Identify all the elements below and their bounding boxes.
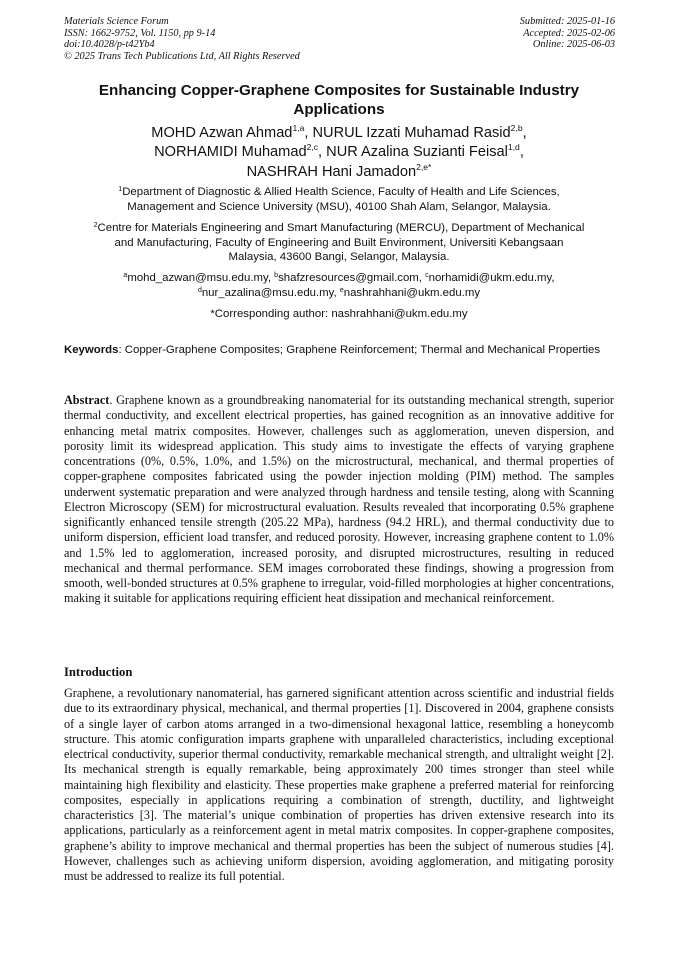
author-affil-mark: 1,a [292,123,305,133]
corresponding-author: *Corresponding author: nashrahhani@ukm.edu.my [210,308,468,320]
author-name: NASHRAH Hani Jamadon [246,163,417,180]
author-name: NURUL Izzati Muhamad Rasid [312,125,511,141]
email-d: nur_azalina@msu.edu.my, [201,286,340,299]
title-line-2: Applications [293,101,385,118]
author-name: MOHD Azwan Ahmad [151,125,293,141]
section-heading-introduction: Introduction [64,665,133,679]
email-mark: c [425,272,429,279]
affiliation-2 [60,221,618,265]
author-separator: , [304,125,313,141]
paper-title [60,81,618,119]
journal-copyright: © 2025 Trans Tech Publications Ltd, All Rights Reserved [64,50,300,62]
journal-name: Materials Science Forum [64,16,169,27]
email-line-2 [60,286,618,301]
email-mark: d [197,286,202,294]
email-a: mohd_azwan@msu.edu.my, [127,272,275,284]
introduction-paragraph: Graphene, a revolutionary nanomaterial, has garnered significant attention across scientific and industrial fields due to its extraordinary physical, mechanical, and thermal properties [1]. Discovered in 2004, graphene consists of a single layer of carbon atoms arranged in a two-dimensional hexagonal lattice, resembling a honeycomb structure. This atomic configuration imparts graphene with unparalleled characteristics, including exceptional electrical conductivity, superior thermal conductivity, remarkable mechanical strength, and ultralight weight [2]. Its mechanical strength is equally remarkable, being approximately 200 times stronger than steel while maintaining high flexibility and elasticity. These properties make graphene a preferred material for reinforcing composites, especially in applications requiring a combination of strength, ductility, and lightweight characteristics [3]. The material’s unique combination of properties has driven extensive research into its applications, particularly as a reinforcement agent in metal matrix composites. In copper-graphene composites, graphene’s ability to improve mechanical and thermal properties has been the subject of numerous studies [4]. However, challenges such as achieving uniform dispersion, avoiding agglomeration, and mitigating porosity must be addressed to realize its full potential. [64,686,614,883]
author-separator: , [318,144,327,161]
keywords [64,343,614,358]
author-affil-mark: 2,b [510,123,523,133]
email-mark: a [123,272,128,279]
abstract [64,393,614,607]
author-emails [60,271,618,300]
affiliation-2-line-1 [60,221,618,236]
email-c: norhamidi@ukm.edu.my, [428,272,555,284]
journal-issn: ISSN: 1662-9752, Vol. 1150, pp 9-14 [64,27,216,39]
email-e: nashrahhani@ukm.edu.my [343,286,481,299]
abstract-text: . Graphene known as a groundbreaking nanomaterial for its outstanding mechanical strength, superior thermal conductivity, and excellent electrical properties, has gained recognition as an innovative additive for enhancing metal matrix composites. However, challenges such as agglomeration, uneven dispersion, and porosity limit its widespread application. This study aims to investigate the effects of varying graphene concentrations (0%, 0.5%, 1.0%, and 1.5%) on the microstructural, mechanical, and thermal properties of copper-graphene composites fabricated using the powder injection molding (PIM) method. The samples underwent systematic preparation and were analyzed through hardness and tensile testing, along with Scanning Electron Microscopy (SEM) for microstructural evaluation. Results revealed that incorporating 0.5% graphene significantly enhanced tensile strength (205.22 MPa), hardness (94.2 HRL), and thermal conductivity due to uniform dispersion, efficient load transfer, and reduced porosity. However, increasing graphene content to 1.0% and 1.5% led to agglomeration, increased porosity, and disrupted microstructures, resulting in reduced mechanical and thermal performance. SEM images corroborated these findings, showing a progression from smooth, well-bonded structures at 0.5% graphene to irregular, void-filled morphologies at higher concentrations, making it suitable for applications requiring efficient heat dissipation and mechanical reinforcement. [64,393,614,606]
affiliation-text: Department of Diagnostic & Allied Health Science, Faculty of Health and Life Sciences, [122,186,560,198]
affiliation-text: Centre for Materials Engineering and Smart Manufacturing (MERCU), Department of Mechanical [97,222,585,234]
author-affil-mark: 2,c [306,142,319,153]
email-line-1 [60,271,618,286]
journal-doi: doi:10.4028/p-t42Yb4 [64,39,155,51]
email-b: shafzresources@gmail.com, [278,272,426,284]
author-separator: , [522,125,527,141]
affiliation-mark: 1 [118,186,123,193]
author-name: NUR Azalina Suzianti Feisal [326,144,508,161]
affiliation-1 [60,185,618,214]
affiliation-mark: 2 [93,222,98,229]
affiliation-1-line-2: Management and Science University (MSU), 40100 Shah Alam, Selangor, Malaysia. [127,200,551,213]
author-list [60,124,618,182]
title-line-1: Enhancing Copper-Graphene Composites for Sustainable Industry [98,82,580,99]
keywords-text: : Copper-Graphene Composites; Graphene Reinforcement; Thermal and Mechanical Properties [118,344,601,356]
online-date: Online: 2025-06-03 [532,39,615,51]
dates-header [520,16,615,51]
affiliation-2-line-2: and Manufacturing, Faculty of Engineering and Built Environment, Universiti Kebangsaan [114,236,564,249]
submitted-date: Submitted: 2025-01-16 [519,16,615,27]
accepted-date: Accepted: 2025-02-06 [523,27,615,39]
author-line-3 [60,163,618,182]
affiliation-2-line-3: Malaysia, 43600 Bangi, Selangor, Malaysia. [228,251,450,264]
email-mark: b [274,272,279,279]
affiliation-1-line-1 [60,185,618,200]
abstract-label: Abstract [64,393,110,407]
email-mark: e [339,286,344,294]
author-name: NORHAMIDI Muhamad [154,144,307,161]
author-line-2 [60,143,618,162]
author-affil-mark: 2,e* [416,161,432,172]
journal-header [64,16,300,62]
author-separator: , [519,144,524,161]
keywords-label: Keywords [64,344,119,356]
author-line-1 [60,124,618,143]
author-affil-mark: 1,d [507,142,520,153]
